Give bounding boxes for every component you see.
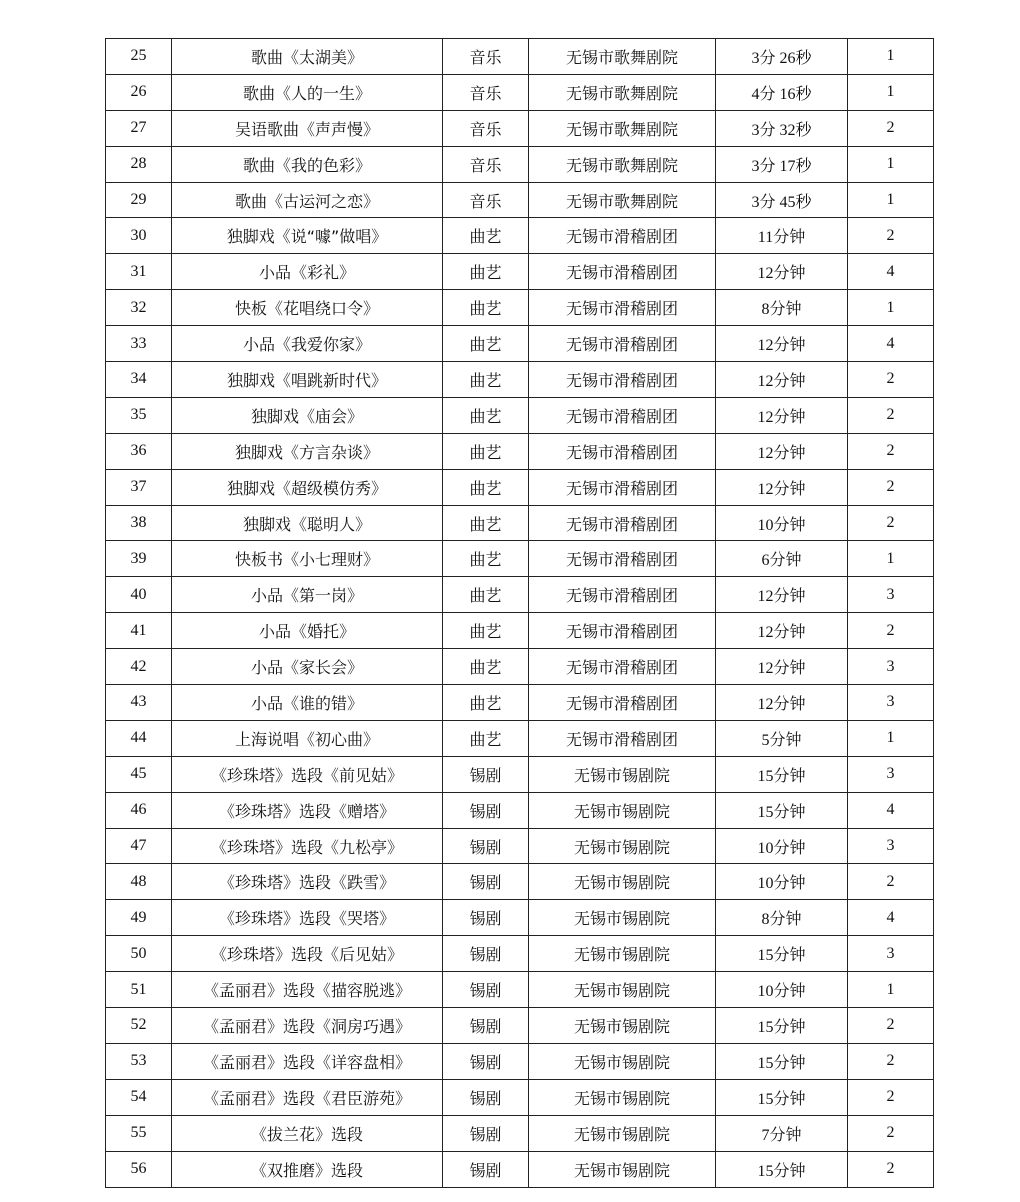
performer-count-cell: 2: [848, 613, 934, 649]
programme-title-cell: 歌曲《太湖美》: [172, 39, 443, 75]
programme-category-cell: 锡剧: [443, 1079, 529, 1115]
performing-unit-cell: 无锡市滑稽剧团: [529, 577, 716, 613]
programme-category-cell: 曲艺: [443, 685, 529, 721]
programme-title-cell: 小品《我爱你家》: [172, 326, 443, 362]
row-number-cell: 40: [106, 577, 172, 613]
table-row: [106, 1115, 934, 1151]
programme-title-cell: 《珍珠塔》选段《跌雪》: [172, 864, 443, 900]
table-row: [106, 1008, 934, 1044]
programme-title-cell: 独脚戏《聪明人》: [172, 505, 443, 541]
performing-unit-cell: 无锡市滑稽剧团: [529, 397, 716, 433]
programme-title-cell: 《双推磨》选段: [172, 1151, 443, 1187]
duration-cell: 10分钟: [716, 864, 848, 900]
performer-count-cell: 3: [848, 756, 934, 792]
performer-count-cell: 2: [848, 1043, 934, 1079]
row-number-cell: 34: [106, 362, 172, 398]
performer-count-cell: 1: [848, 74, 934, 110]
performer-count-cell: 2: [848, 1151, 934, 1187]
duration-cell: 3分 32秒: [716, 110, 848, 146]
row-number-cell: 43: [106, 685, 172, 721]
programme-title-cell: 歌曲《人的一生》: [172, 74, 443, 110]
table-row: [106, 900, 934, 936]
duration-cell: 15分钟: [716, 756, 848, 792]
row-number-cell: 56: [106, 1151, 172, 1187]
duration-cell: 11分钟: [716, 218, 848, 254]
performing-unit-cell: 无锡市滑稽剧团: [529, 541, 716, 577]
performing-unit-cell: 无锡市滑稽剧团: [529, 254, 716, 290]
table-body: [106, 39, 934, 1188]
row-number-cell: 38: [106, 505, 172, 541]
programme-category-cell: 曲艺: [443, 433, 529, 469]
duration-cell: 8分钟: [716, 290, 848, 326]
duration-cell: 3分 17秒: [716, 146, 848, 182]
performer-count-cell: 1: [848, 146, 934, 182]
performer-count-cell: 2: [848, 362, 934, 398]
performing-unit-cell: 无锡市滑稽剧团: [529, 505, 716, 541]
table-row: [106, 397, 934, 433]
duration-cell: 12分钟: [716, 433, 848, 469]
performer-count-cell: 2: [848, 505, 934, 541]
duration-cell: 10分钟: [716, 972, 848, 1008]
row-number-cell: 26: [106, 74, 172, 110]
table-row: [106, 972, 934, 1008]
programme-title-cell: 《珍珠塔》选段《后见姑》: [172, 936, 443, 972]
duration-cell: 15分钟: [716, 1151, 848, 1187]
programme-title-cell: 歌曲《我的色彩》: [172, 146, 443, 182]
row-number-cell: 36: [106, 433, 172, 469]
programme-category-cell: 音乐: [443, 74, 529, 110]
performing-unit-cell: 无锡市滑稽剧团: [529, 649, 716, 685]
row-number-cell: 46: [106, 792, 172, 828]
duration-cell: 12分钟: [716, 685, 848, 721]
performing-unit-cell: 无锡市锡剧院: [529, 864, 716, 900]
performer-count-cell: 2: [848, 1079, 934, 1115]
programme-title-cell: 独脚戏《庙会》: [172, 397, 443, 433]
duration-cell: 12分钟: [716, 469, 848, 505]
programme-title-cell: 快板书《小七理财》: [172, 541, 443, 577]
duration-cell: 10分钟: [716, 828, 848, 864]
programme-category-cell: 曲艺: [443, 290, 529, 326]
row-number-cell: 49: [106, 900, 172, 936]
programme-title-cell: 小品《家长会》: [172, 649, 443, 685]
performer-count-cell: 3: [848, 649, 934, 685]
programme-category-cell: 锡剧: [443, 1008, 529, 1044]
duration-cell: 4分 16秒: [716, 74, 848, 110]
programme-category-cell: 曲艺: [443, 649, 529, 685]
table-row: [106, 469, 934, 505]
duration-cell: 12分钟: [716, 326, 848, 362]
performer-count-cell: 2: [848, 397, 934, 433]
programme-category-cell: 曲艺: [443, 362, 529, 398]
performer-count-cell: 4: [848, 254, 934, 290]
programme-title-cell: 吴语歌曲《声声慢》: [172, 110, 443, 146]
row-number-cell: 45: [106, 756, 172, 792]
performing-unit-cell: 无锡市锡剧院: [529, 972, 716, 1008]
programme-title-cell: 歌曲《古运河之恋》: [172, 182, 443, 218]
row-number-cell: 53: [106, 1043, 172, 1079]
table-row: [106, 362, 934, 398]
table-row: [106, 146, 934, 182]
performer-count-cell: 1: [848, 182, 934, 218]
duration-cell: 8分钟: [716, 900, 848, 936]
duration-cell: 12分钟: [716, 577, 848, 613]
table-row: [106, 864, 934, 900]
programme-category-cell: 音乐: [443, 182, 529, 218]
programme-title-cell: 《珍珠塔》选段《前见姑》: [172, 756, 443, 792]
programme-category-cell: 曲艺: [443, 218, 529, 254]
row-number-cell: 33: [106, 326, 172, 362]
table-row: [106, 649, 934, 685]
programme-title-cell: 小品《谁的错》: [172, 685, 443, 721]
duration-cell: 12分钟: [716, 397, 848, 433]
performer-count-cell: 3: [848, 936, 934, 972]
performer-count-cell: 3: [848, 828, 934, 864]
programme-category-cell: 曲艺: [443, 397, 529, 433]
table-row: [106, 577, 934, 613]
duration-cell: 12分钟: [716, 254, 848, 290]
programme-category-cell: 锡剧: [443, 756, 529, 792]
table-row: [106, 792, 934, 828]
row-number-cell: 30: [106, 218, 172, 254]
performer-count-cell: 1: [848, 720, 934, 756]
programme-title-cell: 《拔兰花》选段: [172, 1115, 443, 1151]
duration-cell: 7分钟: [716, 1115, 848, 1151]
programme-title-cell: 《珍珠塔》选段《九松亭》: [172, 828, 443, 864]
row-number-cell: 28: [106, 146, 172, 182]
table-row: [106, 39, 934, 75]
performing-unit-cell: 无锡市滑稽剧团: [529, 362, 716, 398]
table-row: [106, 74, 934, 110]
row-number-cell: 42: [106, 649, 172, 685]
performing-unit-cell: 无锡市锡剧院: [529, 756, 716, 792]
performing-unit-cell: 无锡市滑稽剧团: [529, 433, 716, 469]
performer-count-cell: 2: [848, 433, 934, 469]
programme-title-cell: 独脚戏《超级模仿秀》: [172, 469, 443, 505]
performing-unit-cell: 无锡市锡剧院: [529, 1043, 716, 1079]
programme-category-cell: 锡剧: [443, 792, 529, 828]
row-number-cell: 27: [106, 110, 172, 146]
performing-unit-cell: 无锡市锡剧院: [529, 1151, 716, 1187]
row-number-cell: 55: [106, 1115, 172, 1151]
row-number-cell: 37: [106, 469, 172, 505]
duration-cell: 3分 45秒: [716, 182, 848, 218]
programme-category-cell: 曲艺: [443, 254, 529, 290]
performer-count-cell: 2: [848, 1115, 934, 1151]
programme-category-cell: 锡剧: [443, 1043, 529, 1079]
programme-title-cell: 快板《花唱绕口令》: [172, 290, 443, 326]
duration-cell: 3分 26秒: [716, 39, 848, 75]
row-number-cell: 51: [106, 972, 172, 1008]
table-row: [106, 110, 934, 146]
programme-category-cell: 曲艺: [443, 326, 529, 362]
performing-unit-cell: 无锡市锡剧院: [529, 1008, 716, 1044]
table-row: [106, 685, 934, 721]
table-row: [106, 326, 934, 362]
performing-unit-cell: 无锡市歌舞剧院: [529, 39, 716, 75]
programme-title-cell: 小品《第一岗》: [172, 577, 443, 613]
duration-cell: 15分钟: [716, 936, 848, 972]
performer-count-cell: 2: [848, 864, 934, 900]
programme-category-cell: 曲艺: [443, 469, 529, 505]
duration-cell: 6分钟: [716, 541, 848, 577]
table-row: [106, 433, 934, 469]
row-number-cell: 48: [106, 864, 172, 900]
programme-title-cell: 《珍珠塔》选段《哭塔》: [172, 900, 443, 936]
programme-category-cell: 锡剧: [443, 972, 529, 1008]
performing-unit-cell: 无锡市锡剧院: [529, 900, 716, 936]
performing-unit-cell: 无锡市滑稽剧团: [529, 685, 716, 721]
programme-category-cell: 锡剧: [443, 828, 529, 864]
programme-title-cell: 《孟丽君》选段《君臣游苑》: [172, 1079, 443, 1115]
programme-category-cell: 曲艺: [443, 613, 529, 649]
performer-count-cell: 1: [848, 39, 934, 75]
programme-title-cell: 《孟丽君》选段《洞房巧遇》: [172, 1008, 443, 1044]
row-number-cell: 25: [106, 39, 172, 75]
duration-cell: 10分钟: [716, 505, 848, 541]
programme-title-cell: 《珍珠塔》选段《赠塔》: [172, 792, 443, 828]
programme-category-cell: 音乐: [443, 110, 529, 146]
performing-unit-cell: 无锡市锡剧院: [529, 1079, 716, 1115]
duration-cell: 12分钟: [716, 613, 848, 649]
programme-category-cell: 曲艺: [443, 577, 529, 613]
performing-unit-cell: 无锡市滑稽剧团: [529, 469, 716, 505]
performer-count-cell: 1: [848, 541, 934, 577]
table-row: [106, 613, 934, 649]
row-number-cell: 54: [106, 1079, 172, 1115]
performer-count-cell: 3: [848, 685, 934, 721]
programme-category-cell: 曲艺: [443, 505, 529, 541]
table-row: [106, 290, 934, 326]
programme-title-cell: 独脚戏《说“噱”做唱》: [172, 218, 443, 254]
row-number-cell: 41: [106, 613, 172, 649]
duration-cell: 12分钟: [716, 362, 848, 398]
performer-count-cell: 4: [848, 326, 934, 362]
duration-cell: 15分钟: [716, 1008, 848, 1044]
row-number-cell: 44: [106, 720, 172, 756]
programme-title-cell: 小品《婚托》: [172, 613, 443, 649]
programme-category-cell: 曲艺: [443, 541, 529, 577]
programme-title-cell: 《孟丽君》选段《详容盘相》: [172, 1043, 443, 1079]
performing-unit-cell: 无锡市歌舞剧院: [529, 146, 716, 182]
programme-category-cell: 曲艺: [443, 720, 529, 756]
programme-category-cell: 锡剧: [443, 936, 529, 972]
programme-title-cell: 小品《彩礼》: [172, 254, 443, 290]
row-number-cell: 39: [106, 541, 172, 577]
performer-count-cell: 2: [848, 110, 934, 146]
programme-category-cell: 锡剧: [443, 1151, 529, 1187]
table-row: [106, 756, 934, 792]
performer-count-cell: 2: [848, 1008, 934, 1044]
duration-cell: 12分钟: [716, 649, 848, 685]
row-number-cell: 29: [106, 182, 172, 218]
programme-category-cell: 锡剧: [443, 1115, 529, 1151]
table-row: [106, 1079, 934, 1115]
performing-unit-cell: 无锡市锡剧院: [529, 792, 716, 828]
duration-cell: 5分钟: [716, 720, 848, 756]
performing-unit-cell: 无锡市锡剧院: [529, 828, 716, 864]
table-row: [106, 218, 934, 254]
programme-title-cell: 上海说唱《初心曲》: [172, 720, 443, 756]
table-row: [106, 1151, 934, 1187]
performing-unit-cell: 无锡市滑稽剧团: [529, 613, 716, 649]
performing-unit-cell: 无锡市滑稽剧团: [529, 218, 716, 254]
row-number-cell: 32: [106, 290, 172, 326]
programme-title-cell: 独脚戏《方言杂谈》: [172, 433, 443, 469]
performer-count-cell: 1: [848, 972, 934, 1008]
duration-cell: 15分钟: [716, 792, 848, 828]
programme-title-cell: 独脚戏《唱跳新时代》: [172, 362, 443, 398]
programme-table: [105, 38, 934, 1188]
performing-unit-cell: 无锡市歌舞剧院: [529, 182, 716, 218]
table-row: [106, 254, 934, 290]
row-number-cell: 47: [106, 828, 172, 864]
row-number-cell: 35: [106, 397, 172, 433]
performing-unit-cell: 无锡市滑稽剧团: [529, 720, 716, 756]
performer-count-cell: 4: [848, 792, 934, 828]
programme-title-cell: 《孟丽君》选段《描容脱逃》: [172, 972, 443, 1008]
table-row: [106, 505, 934, 541]
duration-cell: 15分钟: [716, 1043, 848, 1079]
table-row: [106, 182, 934, 218]
performer-count-cell: 2: [848, 218, 934, 254]
table-row: [106, 720, 934, 756]
performer-count-cell: 1: [848, 290, 934, 326]
table-row: [106, 541, 934, 577]
programme-category-cell: 锡剧: [443, 900, 529, 936]
table-row: [106, 936, 934, 972]
performing-unit-cell: 无锡市歌舞剧院: [529, 110, 716, 146]
row-number-cell: 52: [106, 1008, 172, 1044]
programme-category-cell: 锡剧: [443, 864, 529, 900]
performing-unit-cell: 无锡市锡剧院: [529, 936, 716, 972]
programme-category-cell: 音乐: [443, 146, 529, 182]
performer-count-cell: 4: [848, 900, 934, 936]
table-row: [106, 1043, 934, 1079]
performing-unit-cell: 无锡市歌舞剧院: [529, 74, 716, 110]
duration-cell: 15分钟: [716, 1079, 848, 1115]
performing-unit-cell: 无锡市滑稽剧团: [529, 290, 716, 326]
row-number-cell: 31: [106, 254, 172, 290]
table-row: [106, 828, 934, 864]
performer-count-cell: 2: [848, 469, 934, 505]
performing-unit-cell: 无锡市锡剧院: [529, 1115, 716, 1151]
programme-category-cell: 音乐: [443, 39, 529, 75]
row-number-cell: 50: [106, 936, 172, 972]
performing-unit-cell: 无锡市滑稽剧团: [529, 326, 716, 362]
performer-count-cell: 3: [848, 577, 934, 613]
